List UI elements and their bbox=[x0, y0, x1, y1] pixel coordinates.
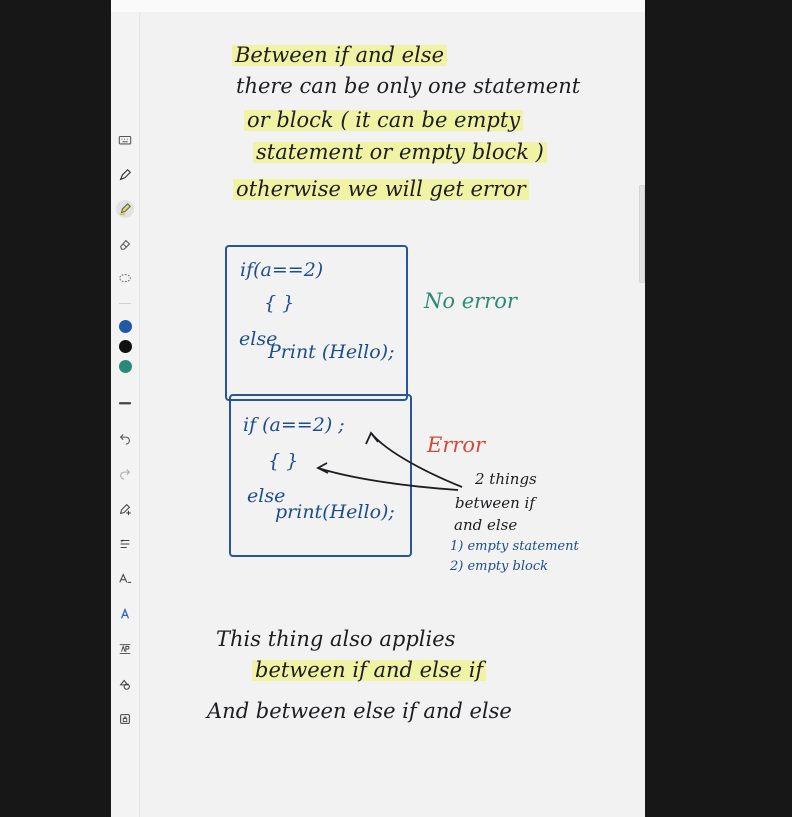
box1-line-4: Print (Hello); bbox=[268, 341, 395, 363]
error-label: Error bbox=[427, 433, 486, 457]
box1-line-3: else bbox=[239, 328, 278, 350]
stroke-width-icon[interactable] bbox=[116, 394, 134, 412]
add-pen-icon[interactable] bbox=[116, 500, 134, 518]
box1-line-1: if(a==2) bbox=[240, 259, 324, 281]
annotation-line-4: 1) empty statement bbox=[450, 539, 579, 554]
note-line-1: Between if and else bbox=[232, 45, 447, 66]
ink-to-text-icon[interactable] bbox=[116, 535, 134, 553]
keyboard-icon[interactable] bbox=[116, 131, 134, 149]
color-swatch-blue[interactable] bbox=[119, 320, 132, 333]
note-line-2: there can be only one statement bbox=[236, 74, 581, 98]
box2-line-4: print(Hello); bbox=[275, 501, 395, 523]
eraser-icon[interactable] bbox=[116, 235, 134, 253]
shapes-icon[interactable] bbox=[116, 675, 134, 693]
highlighter-icon[interactable] bbox=[116, 200, 134, 218]
redo-icon[interactable] bbox=[116, 464, 134, 482]
pen-icon[interactable] bbox=[116, 166, 134, 184]
ink-replay-icon[interactable] bbox=[116, 605, 134, 623]
drawing-toolbar bbox=[111, 12, 140, 817]
note-line-3: or block ( it can be empty bbox=[244, 110, 523, 131]
ink-to-shape-icon[interactable] bbox=[116, 569, 134, 587]
color-swatch-teal[interactable] bbox=[119, 360, 132, 373]
box2-line-2: { } bbox=[268, 450, 299, 472]
lasso-icon[interactable] bbox=[116, 270, 134, 288]
scrollbar-thumb[interactable] bbox=[639, 185, 645, 283]
toolbar-separator bbox=[119, 303, 131, 304]
annotation-line-5: 2) empty block bbox=[450, 559, 548, 574]
note-line-5: otherwise we will get error bbox=[233, 179, 529, 200]
box2-line-1: if (a==2) ; bbox=[243, 414, 345, 436]
annotation-line-3: and else bbox=[454, 516, 518, 534]
undo-icon[interactable] bbox=[116, 429, 134, 447]
note-line-4: statement or empty block ) bbox=[253, 142, 547, 163]
box1-line-2: { } bbox=[264, 292, 295, 314]
box2-line-3: else bbox=[247, 485, 286, 507]
ink-math-icon[interactable] bbox=[116, 640, 134, 658]
bottom-line-3: And between else if and else bbox=[207, 699, 512, 723]
color-swatch-black[interactable] bbox=[119, 340, 132, 353]
annotation-line-1: 2 things bbox=[475, 470, 537, 488]
lock-icon[interactable] bbox=[116, 710, 134, 728]
bottom-line-2: between if and else if bbox=[252, 660, 486, 681]
bottom-line-1: This thing also applies bbox=[216, 627, 456, 651]
no-error-label: No error bbox=[424, 289, 517, 313]
annotation-line-2: between if bbox=[455, 494, 535, 512]
